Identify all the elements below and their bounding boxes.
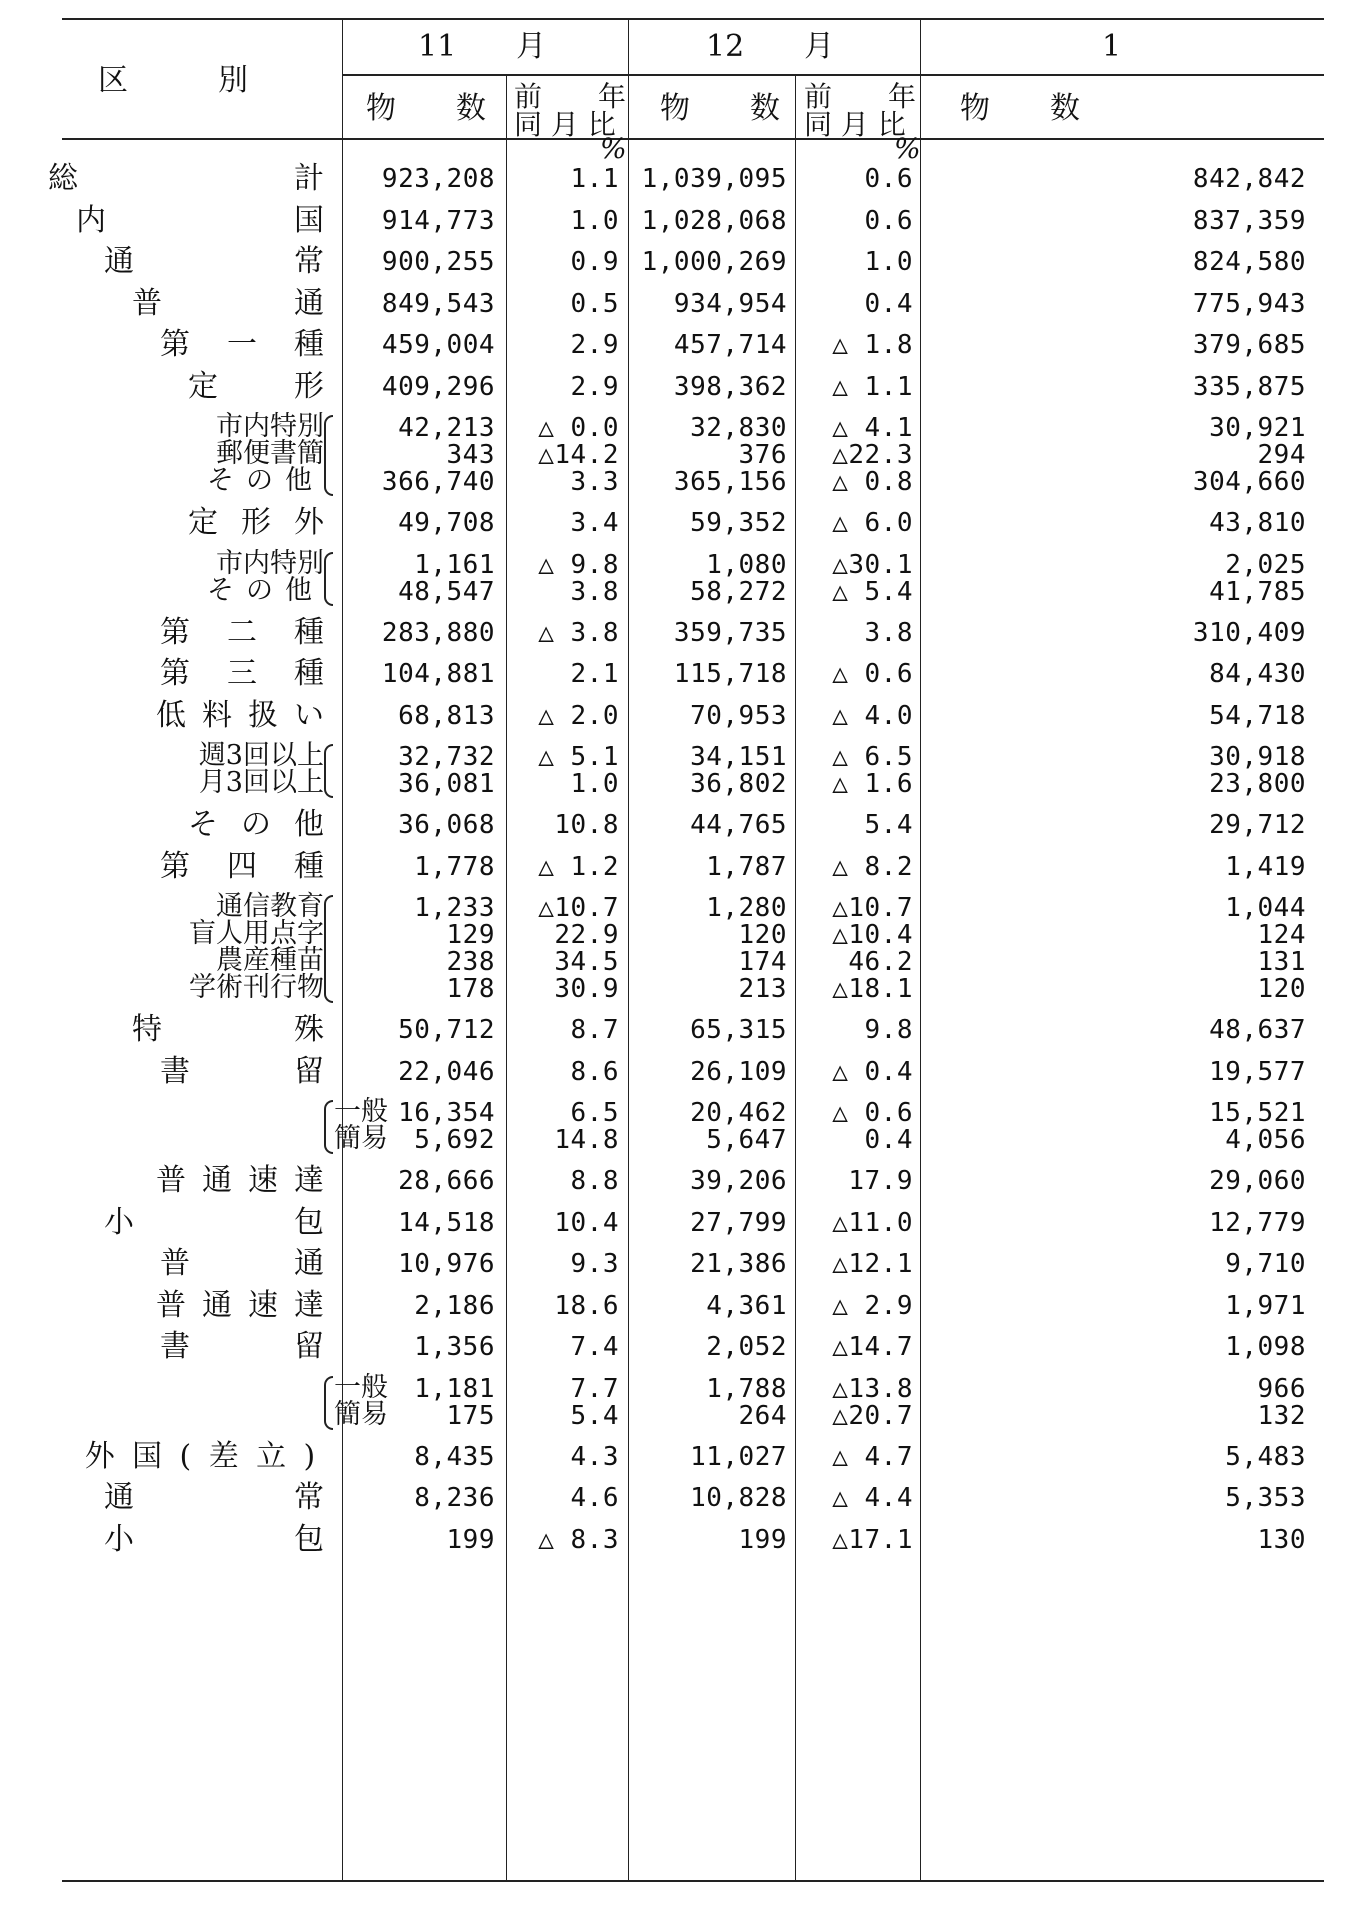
row-label: 第 一 種: [160, 327, 324, 362]
cell-value: 29,712: [1209, 810, 1306, 840]
dec-yoy-header-top: 前 年: [804, 80, 917, 113]
cell-value: 32,732: [398, 742, 495, 772]
cell-value: 131: [1257, 947, 1306, 977]
table-row-group: [62, 544, 1324, 612]
table-row: [62, 241, 1324, 283]
cell-value: 6.5: [570, 1098, 619, 1128]
cell-value: 934,954: [673, 288, 787, 319]
table-row: [48, 158, 1324, 200]
cell-value: 5,692: [414, 1125, 495, 1155]
cell-value: 1,181: [414, 1373, 495, 1404]
cell-value: 775,943: [1192, 288, 1306, 319]
row-label: 書 留: [160, 1053, 324, 1089]
nov-yoy-header-top: 前 年: [514, 80, 627, 113]
cell-value: 5,483: [1225, 1441, 1306, 1472]
row-label: 普 通 速 達: [156, 1163, 324, 1198]
dec-count-header: 物 数: [660, 91, 780, 126]
cell-value: △ 1.2: [538, 851, 619, 882]
cell-value: 1,971: [1225, 1290, 1306, 1321]
cell-value: 132: [1257, 1400, 1306, 1431]
cell-value: 115,718: [673, 659, 787, 689]
table-bottom-rule: [62, 1880, 1324, 1882]
row-label: 総 計: [48, 161, 324, 196]
row-label: 普 通 速 達: [156, 1287, 324, 1323]
cell-value: △ 1.6: [832, 769, 913, 799]
row-sublabel: 通信教育: [216, 891, 324, 922]
row-sublabel: 市内特別: [216, 547, 324, 579]
cell-value: 1,356: [414, 1332, 495, 1362]
cell-value: 44,765: [690, 810, 787, 840]
cell-value: 4,361: [706, 1290, 787, 1321]
cell-value: △ 5.4: [832, 576, 913, 607]
cell-value: 30.9: [554, 974, 619, 1004]
cell-value: 2,052: [706, 1332, 787, 1362]
table-row: [62, 1243, 1324, 1285]
row-sublabel: 月3回以上: [198, 767, 324, 798]
cell-value: 36,802: [690, 769, 787, 799]
cell-value: 10.8: [554, 810, 619, 840]
cell-value: 379,685: [1192, 330, 1306, 360]
cell-value: 366,740: [381, 467, 495, 497]
cell-value: 48,637: [1209, 1015, 1306, 1045]
group-brace: [324, 895, 333, 1003]
row-sublabel: 簡 易: [334, 1123, 388, 1154]
nov-yoy-header-bottom: 同 月 比: [514, 108, 616, 141]
group-brace: [324, 744, 333, 798]
row-label: 通 常: [104, 1480, 324, 1515]
cell-value: 58,272: [690, 576, 787, 607]
cell-value: 34,151: [690, 742, 787, 772]
cell-value: △14.7: [832, 1332, 913, 1362]
row-label: 小 包: [104, 1204, 324, 1240]
jan-header: 1: [1102, 29, 1122, 64]
cell-value: 54,718: [1209, 700, 1306, 731]
cell-value: 1,028,068: [641, 205, 787, 236]
cell-value: 304,660: [1192, 467, 1306, 497]
cell-value: 4.3: [570, 1441, 619, 1472]
cell-value: 30,921: [1209, 413, 1306, 443]
cell-value: 0.9: [570, 247, 619, 277]
cell-value: 1,044: [1225, 893, 1306, 923]
row-label: 定 形: [188, 368, 324, 404]
cell-value: △22.3: [832, 440, 913, 470]
cell-value: △ 4.0: [832, 700, 913, 731]
cell-value: 2.1: [570, 659, 619, 689]
cell-value: △ 2.0: [538, 700, 619, 731]
cell-value: 8,435: [414, 1441, 495, 1472]
table-row: [62, 1202, 1324, 1244]
nov-percent-mark: %: [600, 132, 627, 165]
cell-value: △ 1.1: [832, 371, 913, 402]
row-sublabel: その他: [207, 574, 324, 606]
cell-value: 213: [738, 974, 787, 1004]
cell-value: △ 3.8: [538, 617, 619, 648]
cell-value: 50,712: [398, 1015, 495, 1045]
cell-value: 3.8: [864, 617, 913, 648]
cell-value: 3.8: [570, 576, 619, 607]
row-sublabel: 学術刊行物: [189, 972, 324, 1003]
cell-value: 11,027: [690, 1441, 787, 1472]
cell-value: 65,315: [690, 1015, 787, 1045]
cell-value: 1,778: [414, 851, 495, 882]
dec-header: 12 月: [706, 29, 835, 64]
cell-value: 10.4: [554, 1207, 619, 1238]
cell-value: 199: [738, 1524, 787, 1555]
table-row: [62, 324, 1324, 366]
nov-count-header: 物 数: [366, 91, 486, 126]
row-sublabel: 簡 易: [334, 1398, 388, 1430]
cell-value: 310,409: [1192, 617, 1306, 648]
cell-value: 1.0: [864, 247, 913, 277]
table-row: [62, 200, 1324, 242]
cell-value: 10,828: [690, 1483, 787, 1513]
cell-value: 178: [446, 974, 495, 1004]
table-row: [62, 612, 1324, 654]
cell-value: 5,647: [706, 1125, 787, 1155]
row-label: そ の 他: [188, 807, 324, 842]
cell-value: △10.7: [538, 893, 619, 923]
row-sublabel: 盲人用点字: [189, 918, 324, 949]
cell-value: 1.0: [570, 769, 619, 799]
cell-value: 9,710: [1225, 1249, 1306, 1279]
cell-value: △ 1.8: [832, 330, 913, 360]
group-brace: [324, 552, 333, 606]
cell-value: 130: [1257, 1524, 1306, 1555]
cell-value: 294: [1257, 440, 1306, 470]
cell-value: 8,236: [414, 1483, 495, 1513]
row-sublabel: 農産種苗: [216, 945, 324, 976]
nov-header: 11 月: [418, 29, 547, 64]
cell-value: 84,430: [1209, 659, 1306, 689]
row-sublabel: 郵便書簡: [216, 438, 324, 469]
cell-value: 14,518: [398, 1207, 495, 1238]
cell-value: △ 5.1: [538, 742, 619, 772]
cell-value: 335,875: [1192, 371, 1306, 402]
row-label: 普 通: [132, 285, 324, 321]
table-row-group: [62, 887, 1324, 1009]
cell-value: 36,081: [398, 769, 495, 799]
table-row-group: [62, 1092, 1324, 1160]
cell-value: 1,080: [706, 549, 787, 580]
cell-value: 824,580: [1192, 247, 1306, 277]
cell-value: 22.9: [554, 920, 619, 950]
cell-value: 1,419: [1225, 851, 1306, 882]
cell-value: 19,577: [1209, 1056, 1306, 1087]
cell-value: △ 0.0: [538, 413, 619, 443]
cell-value: △ 6.5: [832, 742, 913, 772]
table-row: [62, 1477, 1324, 1519]
cell-value: 1,233: [414, 893, 495, 923]
table-row-group: [62, 736, 1324, 804]
cell-value: 8.6: [570, 1056, 619, 1087]
cell-value: △ 8.3: [538, 1524, 619, 1555]
cell-value: 7.7: [570, 1373, 619, 1404]
cell-value: 4.6: [570, 1483, 619, 1513]
cell-value: △ 0.6: [832, 659, 913, 689]
table-row: [62, 804, 1324, 846]
row-label: 内 国: [76, 202, 324, 238]
jan-count-header: 物 数: [960, 91, 1080, 126]
group-brace: [324, 1376, 333, 1430]
cell-value: 1,161: [414, 549, 495, 580]
cell-value: 8.7: [570, 1015, 619, 1045]
dec-percent-mark: %: [894, 132, 921, 165]
cell-value: 36,068: [398, 810, 495, 840]
cell-value: 359,735: [673, 617, 787, 648]
cell-value: 18.6: [554, 1290, 619, 1321]
cell-value: 1,000,269: [641, 247, 787, 277]
cell-value: △ 4.1: [832, 413, 913, 443]
cell-value: 49,708: [398, 508, 495, 538]
cell-value: 129: [446, 920, 495, 950]
cell-value: 32,830: [690, 413, 787, 443]
cell-value: 17.9: [848, 1166, 913, 1196]
cell-value: 3.3: [570, 467, 619, 497]
cell-value: 365,156: [673, 467, 787, 497]
cell-value: 10,976: [398, 1249, 495, 1279]
cell-value: 1,280: [706, 893, 787, 923]
cell-value: 70,953: [690, 700, 787, 731]
cell-value: 41,785: [1209, 576, 1306, 607]
cell-value: 120: [738, 920, 787, 950]
group-brace: [324, 415, 333, 496]
row-sublabel: 週3回以上: [198, 740, 324, 771]
cell-value: 28,666: [398, 1166, 495, 1196]
cell-value: 2.9: [570, 330, 619, 360]
cell-value: △ 4.7: [832, 1441, 913, 1472]
cell-value: 39,206: [690, 1166, 787, 1196]
cell-value: 1,098: [1225, 1332, 1306, 1362]
cell-value: 34.5: [554, 947, 619, 977]
cell-value: 59,352: [690, 508, 787, 538]
cell-value: △18.1: [832, 974, 913, 1004]
table-row: [62, 846, 1324, 888]
cell-value: 4,056: [1225, 1125, 1306, 1155]
cell-value: 20,462: [690, 1098, 787, 1128]
cell-value: 68,813: [398, 700, 495, 731]
cell-value: 5.4: [570, 1400, 619, 1431]
cell-value: 7.4: [570, 1332, 619, 1362]
row-sublabel: 一 般: [334, 1371, 388, 1403]
cell-value: 923,208: [381, 164, 495, 194]
cell-value: 842,842: [1192, 164, 1306, 194]
cell-value: 124: [1257, 920, 1306, 950]
table-top-rule: [62, 18, 1324, 20]
row-label: 定 形 外: [188, 505, 324, 540]
table-row: [62, 1285, 1324, 1327]
cell-value: △ 4.4: [832, 1483, 913, 1513]
row-label: 小 包: [104, 1521, 324, 1557]
cell-value: 175: [446, 1400, 495, 1431]
cell-value: △20.7: [832, 1400, 913, 1431]
cell-value: △ 0.4: [832, 1056, 913, 1087]
cell-value: 343: [446, 440, 495, 470]
row-label: 低 料 扱 い: [156, 697, 324, 733]
cell-value: 837,359: [1192, 205, 1306, 236]
cell-value: 0.6: [864, 164, 913, 194]
cell-value: 283,880: [381, 617, 495, 648]
cell-value: 199: [446, 1524, 495, 1555]
row-sublabel: 市内特別: [216, 411, 324, 442]
table-row: [62, 1051, 1324, 1093]
cell-value: 21,386: [690, 1249, 787, 1279]
cell-value: △10.7: [832, 893, 913, 923]
row-sublabel: 一 般: [334, 1096, 388, 1127]
row-label: 通 常: [104, 244, 324, 279]
cell-value: 9.8: [864, 1015, 913, 1045]
table-row: [62, 1519, 1324, 1561]
cell-value: 5.4: [864, 810, 913, 840]
cell-value: △30.1: [832, 549, 913, 580]
cell-value: 1,039,095: [641, 164, 787, 194]
cell-value: 2,186: [414, 1290, 495, 1321]
cell-value: 174: [738, 947, 787, 977]
cell-value: 16,354: [398, 1098, 495, 1128]
cell-value: 46.2: [848, 947, 913, 977]
table-row: [62, 1326, 1324, 1368]
table-row: [62, 283, 1324, 325]
cell-value: 398,362: [673, 371, 787, 402]
cell-value: 26,109: [690, 1056, 787, 1087]
month-header-rule: [342, 74, 1324, 76]
cell-value: 8.8: [570, 1166, 619, 1196]
cell-value: △ 0.8: [832, 467, 913, 497]
cell-value: 459,004: [381, 330, 495, 360]
cell-value: 966: [1257, 1373, 1306, 1404]
row-label: 普 通: [160, 1246, 324, 1281]
cell-value: △12.1: [832, 1249, 913, 1279]
cell-value: 238: [446, 947, 495, 977]
cell-value: 14.8: [554, 1125, 619, 1155]
cell-value: 15,521: [1209, 1098, 1306, 1128]
cell-value: 42,213: [398, 413, 495, 443]
table-row: [62, 1160, 1324, 1202]
group-brace: [324, 1100, 333, 1154]
cell-value: 27,799: [690, 1207, 787, 1238]
cell-value: 457,714: [673, 330, 787, 360]
section-header: 区 別: [98, 63, 248, 98]
row-label: 第 四 種: [160, 848, 324, 884]
cell-value: △ 0.6: [832, 1098, 913, 1128]
cell-value: 0.6: [864, 205, 913, 236]
cell-value: △ 8.2: [832, 851, 913, 882]
cell-value: 0.4: [864, 1125, 913, 1155]
cell-value: △14.2: [538, 440, 619, 470]
cell-value: 0.4: [864, 288, 913, 319]
cell-value: 23,800: [1209, 769, 1306, 799]
cell-value: 0.5: [570, 288, 619, 319]
cell-value: △10.4: [832, 920, 913, 950]
cell-value: 5,353: [1225, 1483, 1306, 1513]
statistics-table: [48, 18, 1324, 1898]
cell-value: 3.4: [570, 508, 619, 538]
cell-value: 1,787: [706, 851, 787, 882]
row-label: 外 国 ( 差 立 ): [84, 1438, 316, 1474]
row-label: 第 三 種: [160, 656, 324, 691]
cell-value: 914,773: [381, 205, 495, 236]
cell-value: 2.9: [570, 371, 619, 402]
cell-value: 264: [738, 1400, 787, 1431]
cell-value: 30,918: [1209, 742, 1306, 772]
table-row: [62, 366, 1324, 408]
cell-value: 900,255: [381, 247, 495, 277]
cell-value: △ 9.8: [538, 549, 619, 580]
cell-value: △17.1: [832, 1524, 913, 1555]
cell-value: 2,025: [1225, 549, 1306, 580]
cell-value: △11.0: [832, 1207, 913, 1238]
row-label: 第 二 種: [160, 614, 324, 650]
dec-yoy-header-bottom: 同 月 比: [804, 108, 906, 141]
cell-value: 409,296: [381, 371, 495, 402]
table-row: [62, 1436, 1324, 1478]
cell-value: △13.8: [832, 1373, 913, 1404]
row-label: 特 殊: [132, 1012, 324, 1047]
cell-value: △ 6.0: [832, 508, 913, 538]
cell-value: 1,788: [706, 1373, 787, 1404]
table-row: [62, 695, 1324, 737]
cell-value: 849,543: [381, 288, 495, 319]
cell-value: 12,779: [1209, 1207, 1306, 1238]
table-row: [62, 653, 1324, 695]
cell-value: 104,881: [381, 659, 495, 689]
cell-value: 48,547: [398, 576, 495, 607]
table-row-group: [62, 1368, 1324, 1436]
cell-value: 43,810: [1209, 508, 1306, 538]
table-row: [62, 1009, 1324, 1051]
header-bottom-rule: [62, 138, 1324, 140]
cell-value: 1.0: [570, 205, 619, 236]
cell-value: 22,046: [398, 1056, 495, 1087]
cell-value: 9.3: [570, 1249, 619, 1279]
cell-value: 29,060: [1209, 1166, 1306, 1196]
row-sublabel: その他: [207, 465, 324, 496]
row-label: 書 留: [160, 1329, 324, 1364]
cell-value: 1.1: [570, 164, 619, 194]
cell-value: 376: [738, 440, 787, 470]
cell-value: 120: [1257, 974, 1306, 1004]
cell-value: △ 2.9: [832, 1290, 913, 1321]
table-row-group: [62, 407, 1324, 502]
table-row: [62, 502, 1324, 544]
